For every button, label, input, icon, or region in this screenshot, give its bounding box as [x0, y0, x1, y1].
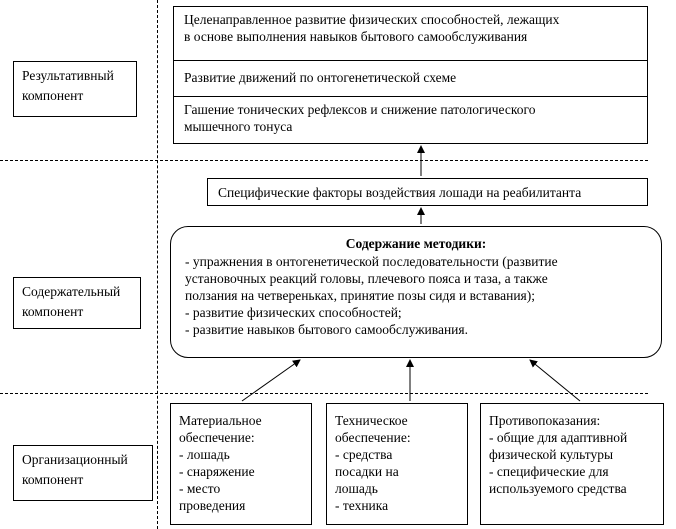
arrow-material-to-method: [242, 360, 300, 401]
method-line: - развитие навыков бытового самообслуживания.: [185, 322, 468, 337]
method-line: - упражнения в онтогенетической последовательности (развитие: [185, 254, 558, 269]
technical-support-box: Техническое обеспечение: - средства посадки на лошадь - техника: [326, 403, 468, 525]
organization-component-label: Организационный компонент: [13, 445, 153, 501]
arrow-contra-to-method: [530, 360, 580, 401]
horse-factors-box: Специфические факторы воздействия лошади на реабилитанта: [207, 178, 648, 206]
method-title: Содержание методики:: [345, 236, 487, 251]
result-component-label: Результативный компонент: [13, 61, 137, 117]
method-line: - развитие физических способностей;: [185, 305, 402, 320]
contraindications-box: Противопоказания: - общие для адаптивной физической культуры - специфические для используемого средства: [480, 403, 664, 525]
result-item-movement-development: Развитие движений по онтогенетической схеме: [174, 61, 647, 97]
result-item-physical-abilities: Целенаправленное развитие физических способностей, лежащих в основе выполнения навыков бытового самообслуживания: [174, 7, 647, 61]
content-component-label: Содержательный компонент: [13, 277, 141, 329]
result-item-reflex-suppression: Гашение тонических рефлексов и снижение патологического мышечного тонуса: [184, 102, 536, 134]
material-support-box: Материальное обеспечение: - лошадь - снаряжение - место проведения: [170, 403, 312, 525]
method-line: установочных реакций головы, плечевого пояса и таза, а также: [185, 271, 548, 286]
method-line: ползания на четвереньках, принятие позы сидя и вставания);: [185, 288, 536, 303]
